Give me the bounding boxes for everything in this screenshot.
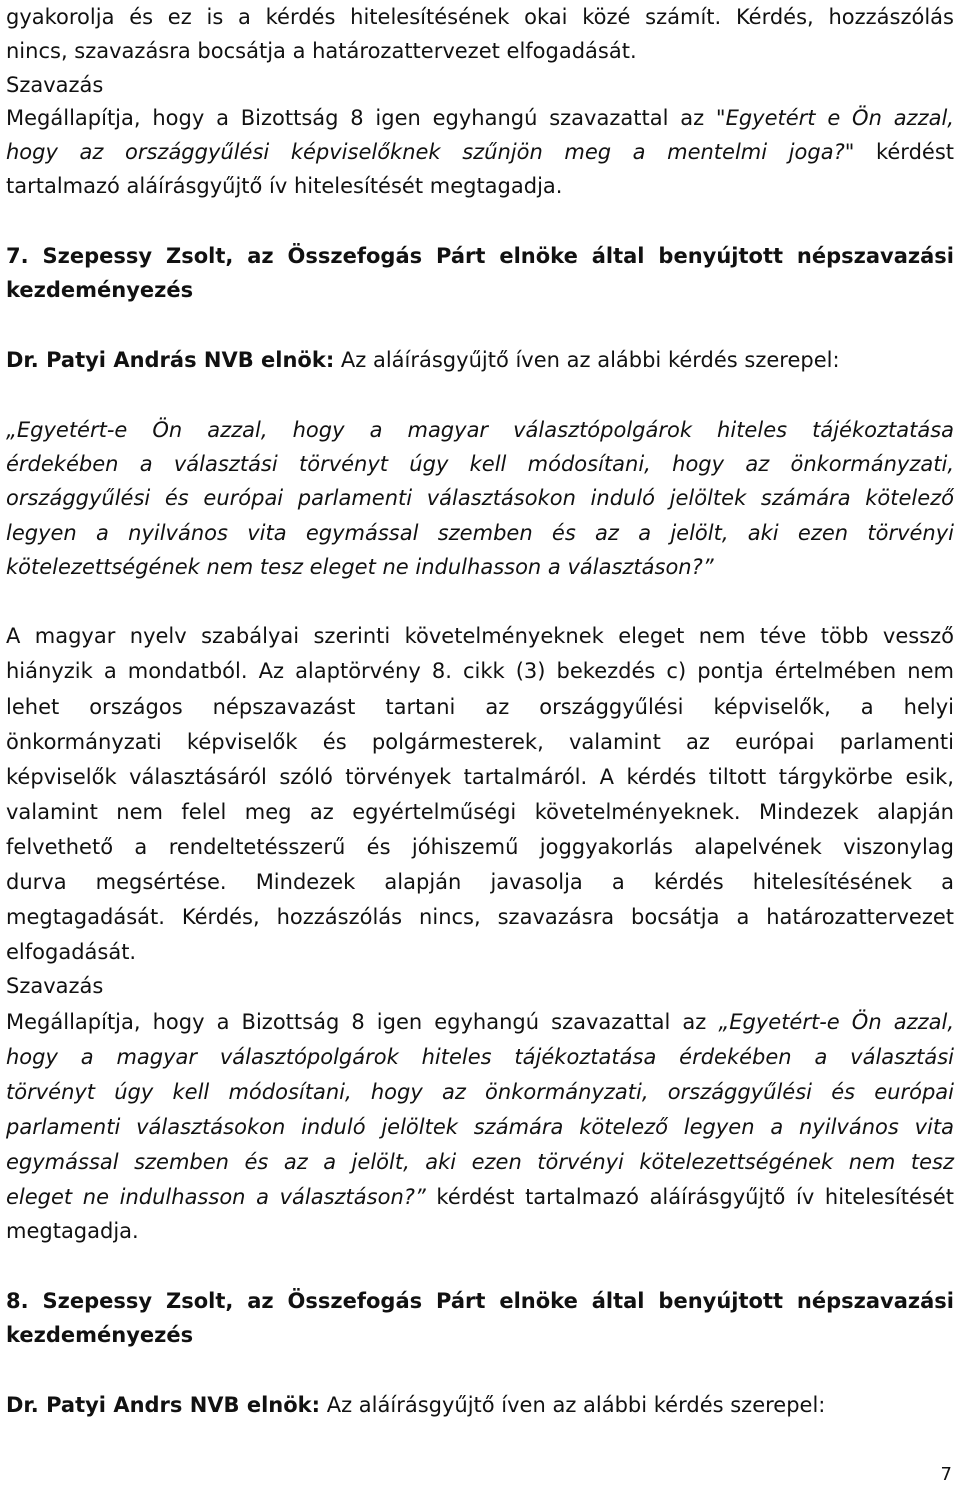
text-run: Szavazás: [6, 73, 104, 97]
text-line: [6, 619, 954, 653]
bold-text: Dr. Patyi András NVB elnök:: [6, 348, 335, 372]
text-run: hiányzik a mondatból. Az alaptörvény 8. cikk (3) bekezdés c) pontja értelmében nem: [6, 659, 954, 683]
text-line: [6, 1318, 954, 1352]
text-line: [6, 935, 954, 969]
italic-text: eleget ne indulhasson a választáson?”: [6, 1185, 426, 1209]
italic-text: törvényt úgy kell módosítani, hogy az önkormányzati, országgyűlési és európai: [6, 1080, 954, 1104]
text-line: [6, 447, 954, 481]
text-line: [6, 1180, 954, 1214]
text-run: nincs, szavazásra bocsátja a határozattervezet elfogadását.: [6, 39, 637, 63]
italic-text: országgyűlési és európai parlamenti választásokon induló jelöltek számára kötelező: [6, 486, 954, 510]
bold-text: Dr. Patyi Andrs NVB elnök:: [6, 1393, 321, 1417]
italic-text: „Egyetért-e Ön azzal, hogy a magyar választópolgárok hiteles tájékoztatása: [6, 418, 954, 442]
text-line: [6, 1040, 954, 1074]
text-line: [6, 760, 954, 794]
text-line: [6, 34, 954, 68]
bold-text: 8. Szepessy Zsolt, az Összefogás Párt elnöke által benyújtott népszavazási: [6, 1289, 954, 1313]
italic-text: „Egyetért-e Ön azzal,: [718, 1010, 955, 1034]
text-line: [6, 101, 954, 135]
italic-text: parlamenti választásokon induló jelöltek számára kötelező legyen a nyilvános vita: [6, 1115, 954, 1139]
text-run: kérdést tartalmazó aláírásgyűjtő ív hitelesítését: [425, 1185, 954, 1209]
italic-text: egymással szemben és az a jelölt, aki ezen törvényi kötelezettségének nem tesz: [6, 1150, 954, 1174]
text-line: [6, 273, 954, 307]
text-line: [6, 1145, 954, 1179]
text-line: [6, 239, 954, 273]
text-line: [6, 1075, 954, 1109]
italic-text: érdekében a választási törvényt úgy kell módosítani, hogy az önkormányzati,: [6, 452, 954, 476]
text-line: [6, 1214, 954, 1248]
text-run: elfogadását.: [6, 940, 137, 964]
text-run: kérdést: [854, 140, 954, 164]
text-run: Megállapítja, hogy a Bizottság 8 igen egyhangú szavazattal az: [6, 106, 716, 130]
text-run: gyakorolja és ez is a kérdés hitelesítésének okai közé számít. Kérdés, hozzászólás: [6, 5, 954, 29]
text-line: [6, 1005, 954, 1039]
text-run: Az aláírásgyűjtő íven az alábbi kérdés szerepel:: [320, 1393, 826, 1417]
text-run: Az aláírásgyűjtő íven az alábbi kérdés szerepel:: [334, 348, 840, 372]
text-run: megtagadja.: [6, 1219, 139, 1243]
text-line: [6, 830, 954, 864]
text-run: képviselők választásáról szóló törvények tartalmáról. A kérdés tiltott tárgykörbe esik,: [6, 765, 954, 789]
text-run: önkormányzati képviselők és polgármesterek, valamint az európai parlamenti: [6, 730, 954, 754]
text-run: lehet országos népszavazást tartani az országgyűlési képviselők, a helyi: [6, 695, 954, 719]
text-run: durva megsértése. Mindezek alapján javasolja a kérdés hitelesítésének a: [6, 870, 954, 894]
italic-text: kötelezettségének nem tesz eleget ne indulhasson a választáson?”: [6, 555, 714, 579]
bold-text: kezdeményezés: [6, 278, 194, 302]
text-line: [6, 169, 954, 203]
italic-text: hogy a magyar választópolgárok hiteles tájékoztatása érdekében a választási: [6, 1045, 954, 1069]
text-line: [6, 865, 954, 899]
text-line: [6, 1388, 954, 1422]
text-line: [6, 0, 954, 34]
text-run: felvethető a rendeltetésszerű és jóhiszemű joggyakorlás alapelvének viszonylag: [6, 835, 954, 859]
text-line: [6, 654, 954, 688]
italic-text: legyen a nyilvános vita egymással szemben és az a jelölt, aki ezen törvényi: [6, 521, 954, 545]
text-line: [6, 413, 954, 447]
text-line: [6, 550, 954, 584]
page-number: 7: [940, 1464, 952, 1485]
text-line: [6, 900, 954, 934]
text-line: [6, 516, 954, 550]
italic-text: hogy az országgyűlési képviselőknek szűnjön meg a mentelmi joga?": [6, 140, 855, 164]
text-line: [6, 725, 954, 759]
text-run: Szavazás: [6, 974, 104, 998]
text-line: [6, 481, 954, 515]
text-line: [6, 68, 954, 102]
text-line: [6, 1110, 954, 1144]
text-run: valamint nem felel meg az egyértelműségi követelményeknek. Mindezek alapján: [6, 800, 954, 824]
bold-text: kezdeményezés: [6, 1323, 194, 1347]
text-line: [6, 690, 954, 724]
bold-text: 7. Szepessy Zsolt, az Összefogás Párt elnöke által benyújtott népszavazási: [6, 244, 954, 268]
text-line: [6, 795, 954, 829]
text-line: [6, 1284, 954, 1318]
text-run: megtagadását. Kérdés, hozzászólás nincs, szavazásra bocsátja a határozattervezet: [6, 905, 954, 929]
text-run: Megállapítja, hogy a Bizottság 8 igen egyhangú szavazattal az: [6, 1010, 719, 1034]
italic-text: "Egyetért e Ön azzal,: [715, 106, 954, 130]
text-run: A magyar nyelv szabályai szerinti követelményeknek eleget nem téve több vessző: [6, 624, 954, 648]
text-line: [6, 969, 954, 1003]
text-line: [6, 135, 954, 169]
text-run: tartalmazó aláírásgyűjtő ív hitelesítését megtagadja.: [6, 174, 563, 198]
text-line: [6, 343, 954, 377]
